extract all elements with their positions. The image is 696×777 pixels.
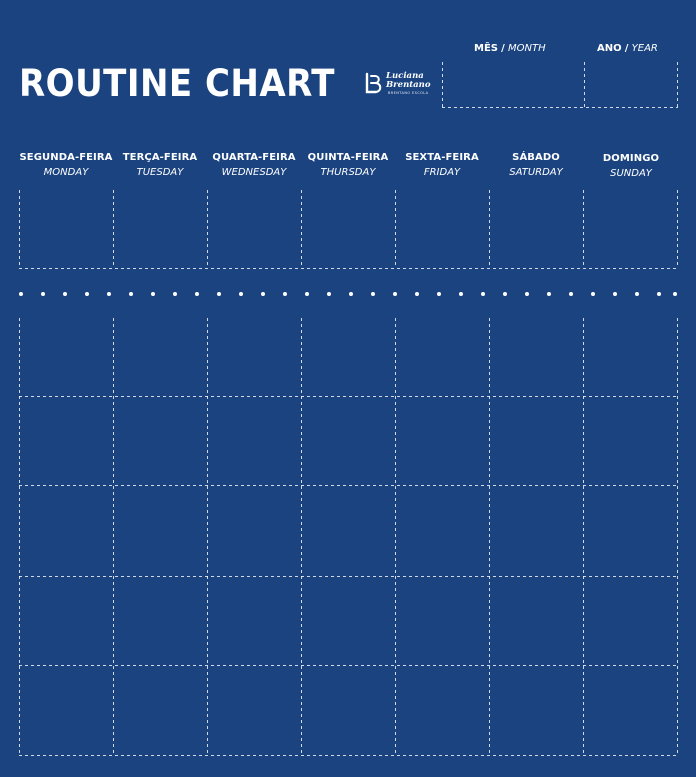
month-label-separator: / bbox=[501, 43, 505, 54]
month-label bbox=[474, 42, 546, 55]
day-header-sunday bbox=[584, 151, 678, 181]
day-name-pt: SEGUNDA-FEIRA bbox=[19, 152, 113, 163]
day-name-pt: DOMINGO bbox=[602, 153, 660, 164]
day-header-saturday bbox=[489, 150, 583, 180]
weekday-top-row[interactable] bbox=[19, 190, 677, 268]
logo-name-line2: Brentano bbox=[386, 80, 431, 90]
lb-monogram-icon bbox=[364, 72, 384, 96]
day-name-en: TUESDAY bbox=[136, 167, 184, 178]
day-header-monday bbox=[19, 150, 113, 180]
month-label-en: MONTH bbox=[508, 43, 546, 54]
year-label-pt: ANO bbox=[597, 43, 622, 54]
month-input-box[interactable] bbox=[442, 62, 584, 107]
day-name-pt: QUARTA-FEIRA bbox=[212, 152, 296, 163]
brand-logo bbox=[364, 70, 432, 100]
logo-name-line1: Luciana bbox=[386, 71, 424, 81]
day-name-en: THURSDAY bbox=[320, 167, 376, 178]
year-input-box[interactable] bbox=[584, 62, 677, 107]
page-title: ROUTINE CHART bbox=[19, 62, 335, 105]
day-name-en: MONDAY bbox=[43, 167, 89, 178]
day-name-en: SUNDAY bbox=[610, 168, 652, 179]
day-name-en: FRIDAY bbox=[423, 167, 461, 178]
month-label-pt: MÊS bbox=[474, 43, 498, 54]
day-name-pt: SEXTA-FEIRA bbox=[405, 152, 479, 163]
day-name-pt: QUINTA-FEIRA bbox=[307, 152, 389, 163]
day-name-en: WEDNESDAY bbox=[221, 167, 287, 178]
day-header-friday bbox=[395, 150, 489, 180]
year-label-separator: / bbox=[624, 43, 629, 54]
logo-tagline: BRENTANO ESCOLA bbox=[388, 91, 429, 95]
year-label-en: YEAR bbox=[631, 43, 658, 54]
day-name-en: SATURDAY bbox=[509, 167, 563, 178]
dotted-separator bbox=[19, 292, 677, 296]
day-header-thursday bbox=[301, 150, 395, 180]
year-label bbox=[597, 42, 658, 55]
routine-grid[interactable] bbox=[19, 318, 677, 755]
day-header-wednesday bbox=[207, 150, 301, 180]
day-name-pt: TERÇA-FEIRA bbox=[122, 152, 198, 163]
day-name-pt: SÁBADO bbox=[512, 152, 560, 163]
day-header-tuesday bbox=[113, 150, 207, 180]
